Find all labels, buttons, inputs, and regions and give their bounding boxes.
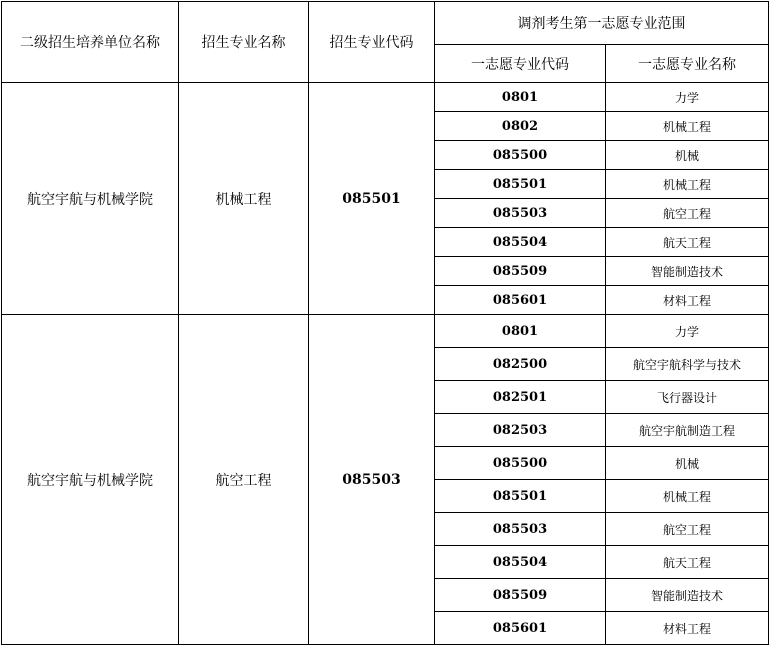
first-choice-name-cell: 力学 (606, 315, 769, 348)
major-cell: 机械工程 (179, 83, 309, 315)
first-choice-name-cell: 航空宇航制造工程 (606, 414, 769, 447)
first-choice-name-cell: 力学 (606, 83, 769, 112)
first-choice-code-cell: 085501 (435, 480, 606, 513)
table-body (2, 83, 769, 645)
first-choice-code-cell: 0801 (435, 315, 606, 348)
first-choice-code-cell: 082500 (435, 348, 606, 381)
adjustment-scope-table (1, 1, 769, 645)
header-row-1 (2, 2, 769, 45)
first-choice-name-cell: 航空宇航科学与技术 (606, 348, 769, 381)
table-row (2, 83, 769, 112)
first-choice-code-cell: 085500 (435, 141, 606, 170)
first-choice-code-cell: 085509 (435, 257, 606, 286)
code-cell: 085503 (309, 315, 435, 645)
first-choice-name-cell: 航空工程 (606, 513, 769, 546)
first-choice-code-cell: 085601 (435, 612, 606, 645)
first-choice-name-cell: 机械 (606, 447, 769, 480)
header-first-code: 一志愿专业代码 (435, 45, 606, 83)
unit-cell: 航空宇航与机械学院 (2, 315, 179, 645)
first-choice-code-cell: 0802 (435, 112, 606, 141)
first-choice-code-cell: 085601 (435, 286, 606, 315)
first-choice-name-cell: 智能制造技术 (606, 257, 769, 286)
first-choice-name-cell: 机械 (606, 141, 769, 170)
first-choice-code-cell: 085500 (435, 447, 606, 480)
first-choice-name-cell: 机械工程 (606, 112, 769, 141)
first-choice-name-cell: 飞行器设计 (606, 381, 769, 414)
header-range: 调剂考生第一志愿专业范围 (435, 2, 769, 45)
first-choice-code-cell: 085504 (435, 546, 606, 579)
first-choice-name-cell: 智能制造技术 (606, 579, 769, 612)
code-cell: 085501 (309, 83, 435, 315)
first-choice-name-cell: 航天工程 (606, 546, 769, 579)
first-choice-code-cell: 085503 (435, 513, 606, 546)
first-choice-name-cell: 机械工程 (606, 170, 769, 199)
first-choice-code-cell: 0801 (435, 83, 606, 112)
header-major: 招生专业名称 (179, 2, 309, 83)
first-choice-name-cell: 材料工程 (606, 286, 769, 315)
first-choice-name-cell: 航天工程 (606, 228, 769, 257)
first-choice-name-cell: 材料工程 (606, 612, 769, 645)
header-unit: 二级招生培养单位名称 (2, 2, 179, 83)
header-first-name: 一志愿专业名称 (606, 45, 769, 83)
major-cell: 航空工程 (179, 315, 309, 645)
first-choice-name-cell: 机械工程 (606, 480, 769, 513)
header-code: 招生专业代码 (309, 2, 435, 83)
first-choice-code-cell: 085501 (435, 170, 606, 199)
first-choice-code-cell: 082503 (435, 414, 606, 447)
unit-cell: 航空宇航与机械学院 (2, 83, 179, 315)
first-choice-code-cell: 082501 (435, 381, 606, 414)
first-choice-code-cell: 085509 (435, 579, 606, 612)
first-choice-code-cell: 085503 (435, 199, 606, 228)
first-choice-name-cell: 航空工程 (606, 199, 769, 228)
first-choice-code-cell: 085504 (435, 228, 606, 257)
table-row (2, 315, 769, 348)
